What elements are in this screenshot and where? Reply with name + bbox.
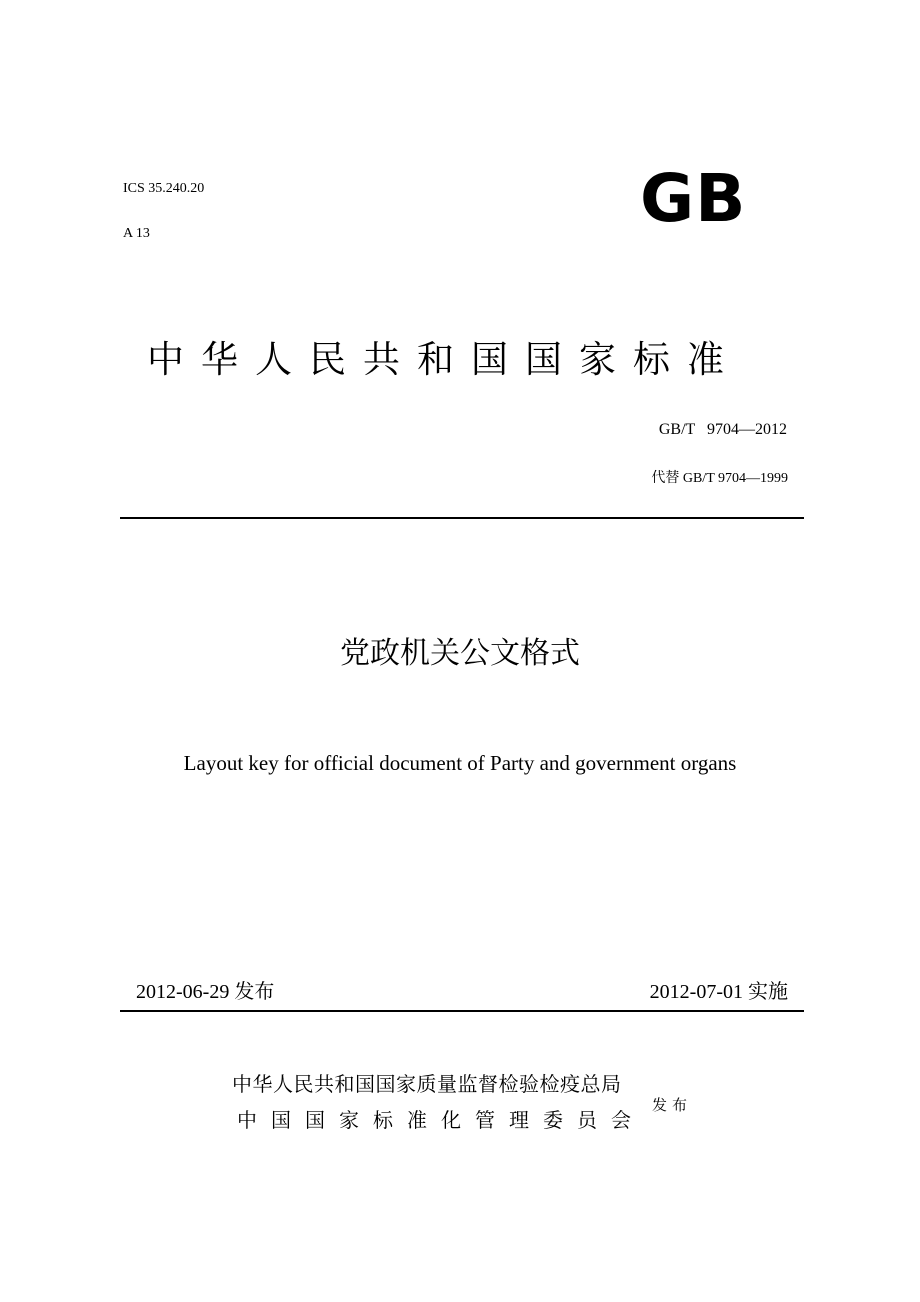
issuer-sac: 中国国家标准化管理委员会 bbox=[237, 1108, 645, 1132]
gb-logo: GB bbox=[640, 160, 747, 237]
publish-date: 2012-06-29 发布 bbox=[136, 981, 275, 1003]
standard-number: GB/T 9704—2012 bbox=[658, 421, 787, 438]
issue-label: 发布 bbox=[652, 1096, 693, 1114]
top-divider bbox=[120, 517, 804, 519]
implementation-date: 2012-07-01 实施 bbox=[649, 981, 788, 1003]
ccs-code: A 13 bbox=[123, 226, 150, 241]
document-title-chinese: 党政机关公文格式 bbox=[340, 636, 580, 671]
ics-code: ICS 35.240.20 bbox=[123, 181, 205, 196]
issuer-aqsiq: 中华人民共和国国家质量监督检验检疫总局 bbox=[232, 1072, 622, 1096]
national-standard-title: 中华人民共和国国家标准 bbox=[147, 338, 741, 381]
document-title-english: Layout key for official document of Party and government organs bbox=[183, 751, 737, 775]
bottom-divider bbox=[120, 1010, 804, 1012]
replaces-standard: 代替 GB/T 9704—1999 bbox=[651, 471, 788, 486]
